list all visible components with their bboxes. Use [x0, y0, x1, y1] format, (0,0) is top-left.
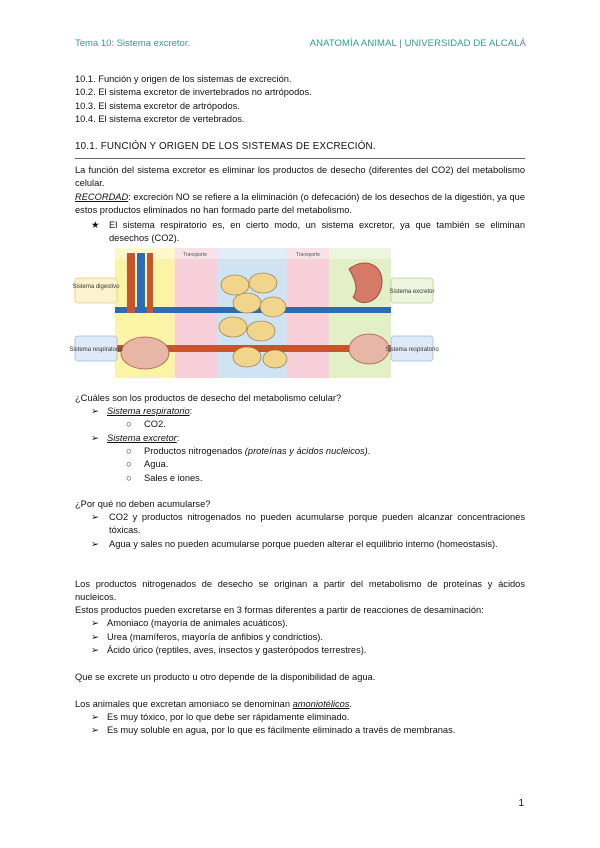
transport-label-2: Transporte	[296, 252, 320, 258]
excr-subitem	[126, 458, 168, 471]
arrow-icon: ➢	[91, 725, 99, 735]
arrow-icon: ➢	[91, 632, 99, 642]
arrow-icon: ➢	[91, 512, 99, 522]
header-left: Tema 10: Sistema excretor.	[75, 38, 191, 49]
excr-subitem-text: Agua.	[144, 459, 169, 469]
amon-item	[91, 724, 455, 737]
nitro-item-text: Urea (mamíferos, mayoría de anfibios y condrictios).	[107, 632, 323, 642]
excr-subitem-text: Sales e iones.	[144, 473, 203, 483]
star-note	[91, 219, 525, 246]
circle-bullet-icon: ○	[126, 419, 132, 429]
arrow-icon: ➢	[91, 539, 99, 549]
excr-subitem	[126, 445, 370, 458]
amon-lead: Los animales que excretan amoniaco se denominan	[75, 699, 293, 709]
star-icon: ★	[91, 220, 100, 230]
excr-system-label: Sistema excretor	[107, 433, 177, 443]
digestive-box	[75, 278, 117, 303]
circle-bullet-icon: ○	[126, 446, 132, 456]
respiratory-label-left: Sistema respiratorio	[69, 347, 123, 353]
nitro-item-text: Amoniaco (mayoría de animales acuáticos).	[107, 618, 288, 628]
section-title: 10.1. FUNCIÓN Y ORIGEN DE LOS SISTEMAS DE EXCRECIÓN.	[75, 141, 376, 152]
recordad-paragraph	[75, 191, 525, 218]
transport-label-1: Transporte	[183, 252, 207, 258]
nitro-paragraph-2: Estos productos pueden excretarse en 3 formas diferentes a partir de reacciones de desaminación:	[75, 605, 484, 615]
divider	[75, 158, 525, 159]
resp-system-label: Sistema respiratorio	[107, 406, 190, 416]
page-number: 1	[518, 798, 524, 809]
nitro-paragraph-3: Que se excrete un producto u otro depende de la disponibilidad de agua.	[75, 672, 376, 682]
resp-system-item: ➢ Sistema respiratorio:	[91, 405, 192, 418]
toc-item: 10.3. El sistema excretor de artrópodos.	[75, 100, 240, 111]
amon-item-text: Es muy soluble en agua, por lo que es fácilmente eliminado a través de membranas.	[107, 725, 456, 735]
q2-item	[91, 511, 525, 538]
excr-subitem	[126, 472, 202, 485]
amon-term: amoniotélicos	[292, 699, 350, 709]
toc-item: 10.1. Función y origen de los sistemas de excreción.	[75, 74, 292, 84]
intro-paragraph: La función del sistema excretor es eliminar los productos de desecho (diferentes del CO2) del metabolismo celular.	[75, 165, 525, 189]
question-1: ¿Cuáles son los productos de desecho del metabolismo celular?	[75, 393, 342, 403]
nitro-item	[91, 617, 288, 630]
question-2: ¿Por qué no deben acumularse?	[75, 499, 211, 509]
excr-system-item: ➢ Sistema excretor:	[91, 432, 179, 445]
amon-end: .	[349, 699, 353, 709]
digestive-label: Sistema digestivo	[72, 284, 120, 290]
arrow-icon: ➢	[91, 433, 99, 443]
circle-bullet-icon: ○	[126, 473, 132, 483]
q2-item	[91, 538, 525, 551]
recordad-label: RECORDAD	[75, 192, 129, 202]
header-right: ANATOMÍA ANIMAL | UNIVERSIDAD DE ALCALÁ	[309, 38, 526, 49]
arrow-icon: ➢	[91, 406, 99, 416]
respiratory-label-right: Sistema respiratorio	[385, 347, 439, 353]
excretion-diagram	[69, 245, 522, 380]
q2-item-text: Agua y sales no pueden acumularse porque pueden alterar el equilibrio interno (homeostasis).	[109, 539, 498, 549]
q2-item-text: CO2 y productos nitrogenados no pueden acumularse porque pueden alcanzar concentraciones tóxicas.	[109, 512, 525, 536]
toc-item: 10.4. El sistema excretor de vertebrados.	[75, 114, 245, 125]
nitro-item	[91, 631, 323, 644]
table-of-contents	[75, 73, 312, 127]
stomach-shape	[121, 337, 169, 369]
excr-subitem-text: Productos nitrogenados	[144, 446, 245, 456]
nitro-item	[91, 644, 366, 657]
toc-item: 10.2. El sistema excretor de invertebrados no artrópodos.	[75, 87, 312, 98]
arrow-icon: ➢	[91, 645, 99, 655]
arrow-icon: ➢	[91, 618, 99, 628]
amon-item-text: Es muy tóxico, por lo que debe ser rápidamente eliminado.	[107, 712, 350, 722]
recordad-text: : excreción NO se refiere a la eliminación (o defecación) de los desechos de la digestión, ya que estos productos eliminados no han formado parte del metabolismo.	[75, 192, 525, 216]
lung-shape	[349, 334, 389, 364]
star-note-text: El sistema respiratorio es, en cierto modo, un sistema excretor, ya que también se eliminan desechos (CO2).	[109, 220, 525, 244]
excretory-label: Sistema excretor	[389, 289, 435, 295]
resp-subitem-text: CO2.	[144, 419, 166, 429]
amon-item	[91, 711, 349, 724]
resp-subitem	[126, 418, 166, 431]
nitro-paragraph-1: Los productos nitrogenados de desecho se originan a partir del metabolismo de proteínas y ácidos nucleicos.	[75, 579, 525, 603]
excr-subitem-tail: .	[367, 446, 371, 456]
circle-bullet-icon: ○	[126, 459, 132, 469]
amon-paragraph	[75, 698, 525, 711]
excr-subitem-italic: (proteínas y ácidos nucleicos)	[244, 446, 368, 456]
nitro-item-text: Ácido úrico (reptiles, aves, insectos y gasterópodos terrestres).	[107, 645, 367, 655]
svg-text:Sistema digestivo	[72, 284, 120, 290]
arrow-icon: ➢	[91, 712, 99, 722]
